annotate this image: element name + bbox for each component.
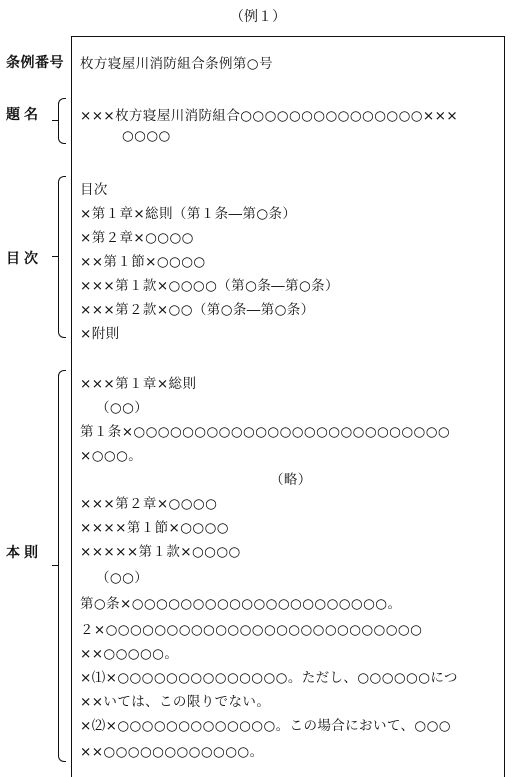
body-line: 第１条×○○○○○○○○○○○○○○○○○○○○○○○○○○: [80, 424, 451, 440]
body-line: ×⑴×○○○○○○○○○○○○○○。ただし、○○○○○○につ: [80, 670, 458, 686]
toc-line: ×××第１款×○○○○（第○条―第○条）: [80, 278, 339, 294]
body-line: ×○○○。: [80, 448, 143, 464]
toc-line: ×××第２款×○○（第○条―第○条）: [80, 302, 315, 318]
body-line: ×××××第１款×○○○○: [80, 544, 241, 560]
body-line-omitted: （略）: [270, 472, 312, 488]
body-line: ××○○○○○。: [80, 646, 179, 662]
title-line-2: ○○○○: [122, 128, 171, 144]
body-line: ×××第１章×総則: [80, 376, 197, 392]
title-brace: [58, 98, 66, 144]
body-line: ××いては、この限りでない。: [80, 694, 271, 710]
body-line: ××××第１節×○○○○: [80, 520, 229, 536]
ordinance-number-text: 枚方寝屋川消防組合条例第○号: [80, 56, 273, 72]
body-line: ××○○○○○○○○○○○○。: [80, 744, 264, 760]
toc-line: ×附則: [80, 326, 120, 342]
body-line: ×⑵×○○○○○○○○○○○○○。この場合において、○○○: [80, 718, 451, 734]
label-main-provisions: 本則: [6, 545, 42, 561]
title-line-1: ×××枚方寝屋川消防組合○○○○○○○○○○○○○○○×××: [80, 108, 459, 124]
label-ordinance-number: 条例番号: [6, 55, 64, 71]
body-line: （○○）: [96, 570, 149, 586]
label-title: 題名: [6, 107, 42, 123]
body-line: ２×○○○○○○○○○○○○○○○○○○○○○○○○○○: [80, 622, 423, 638]
body-line: （○○）: [96, 400, 149, 416]
toc-line: ××第１節×○○○○: [80, 254, 206, 270]
toc-line: ×第１章×総則（第１条―第○条）: [80, 206, 297, 222]
body-line: ×××第２章×○○○○: [80, 496, 218, 512]
label-toc: 目次: [6, 251, 42, 267]
example-caption: （例１）: [230, 9, 286, 25]
toc-brace: [58, 176, 66, 338]
body-line: 第○条×○○○○○○○○○○○○○○○○○○○○○。: [80, 596, 402, 612]
toc-line: ×第２章×○○○○: [80, 230, 194, 246]
main-provisions-brace: [58, 370, 66, 762]
toc-line: 目次: [80, 182, 108, 198]
